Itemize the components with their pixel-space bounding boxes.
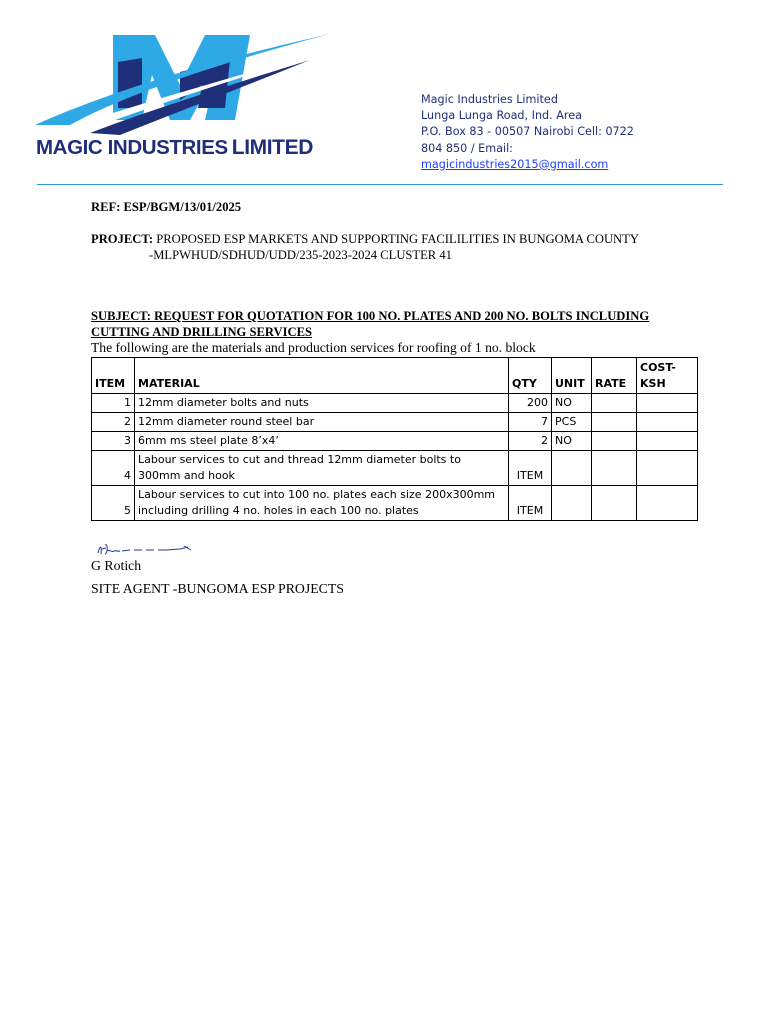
row-qty: ITEM	[509, 451, 552, 486]
company-phone: 804 850 / Email:	[421, 141, 513, 155]
row-material	[135, 451, 509, 486]
logo-suffix: LIMITED	[231, 136, 313, 159]
header-cost	[637, 358, 698, 394]
header-material: MATERIAL	[135, 358, 509, 394]
subject-line: SUBJECT: REQUEST FOR QUOTATION FOR 100 NO. PLATES AND 200 NO. BOLTS INCLUDING CUTTING AND DRILLING SERVICES	[91, 309, 650, 339]
row-rate	[592, 432, 637, 451]
logo-name: MAGIC INDUSTRIES	[36, 136, 228, 159]
company-address: Lunga Lunga Road, Ind. Area	[421, 109, 582, 123]
row-rate	[592, 394, 637, 413]
row-unit: NO	[552, 432, 592, 451]
row-qty: 200	[509, 394, 552, 413]
row-material-line1: Labour services to cut into 100 no. plates each size 200x300mm	[138, 488, 496, 501]
header-rate: RATE	[592, 358, 637, 394]
project-label: PROJECT:	[91, 232, 154, 246]
row-item: 3	[92, 432, 135, 451]
row-cost	[637, 394, 698, 413]
row-item: 4	[92, 451, 135, 486]
header-item: ITEM	[92, 358, 135, 394]
row-qty: 7	[509, 413, 552, 432]
header-cost-line2: KSH	[640, 377, 666, 390]
table-row	[92, 486, 698, 521]
row-unit	[552, 486, 592, 521]
signatory-title: SITE AGENT -BUNGOMA ESP PROJECTS	[91, 581, 344, 596]
row-unit	[552, 451, 592, 486]
row-material: 6mm ms steel plate 8’x4’	[135, 432, 509, 451]
row-unit: PCS	[552, 413, 592, 432]
reference-number: REF: ESP/BGM/13/01/2025	[91, 200, 242, 214]
project-line2: -MLPWHUD/SDHUD/UDD/235-2023-2024 CLUSTER 41	[149, 248, 452, 262]
company-email-link[interactable]: magicindustries2015@gmail.com	[421, 157, 609, 171]
row-cost	[637, 486, 698, 521]
table-row	[92, 451, 698, 486]
row-cost	[637, 432, 698, 451]
table-row	[92, 432, 698, 451]
row-material: 12mm diameter bolts and nuts	[135, 394, 509, 413]
row-material	[135, 486, 509, 521]
row-material: 12mm diameter round steel bar	[135, 413, 509, 432]
table-row	[92, 413, 698, 432]
row-rate	[592, 451, 637, 486]
row-cost	[637, 451, 698, 486]
table-row	[92, 394, 698, 413]
project-line1: PROPOSED ESP MARKETS AND SUPPORTING FACILILITIES IN BUNGOMA COUNTY	[153, 232, 639, 246]
logo-wordmark	[36, 136, 313, 160]
row-item: 5	[92, 486, 135, 521]
table-header-row	[92, 358, 698, 394]
header-unit: UNIT	[552, 358, 592, 394]
header-qty: QTY	[509, 358, 552, 394]
project-block	[91, 231, 639, 263]
materials-table	[91, 357, 698, 521]
row-unit: NO	[552, 394, 592, 413]
row-qty: ITEM	[509, 486, 552, 521]
row-material-line2: 300mm and hook	[138, 469, 235, 482]
row-rate	[592, 413, 637, 432]
company-name: Magic Industries Limited	[421, 93, 558, 106]
row-material-line2: including drilling 4 no. holes in each 100 no. plates	[138, 504, 419, 517]
signatory-name: G Rotich	[91, 558, 142, 573]
row-cost	[637, 413, 698, 432]
company-contact-block	[421, 92, 634, 173]
row-item: 1	[92, 394, 135, 413]
header-cost-line1: COST-	[640, 361, 676, 374]
row-item: 2	[92, 413, 135, 432]
row-qty: 2	[509, 432, 552, 451]
row-material-line1: Labour services to cut and thread 12mm diameter bolts to	[138, 453, 461, 466]
company-po-box: P.O. Box 83 - 00507 Nairobi Cell: 0722	[421, 125, 634, 139]
row-rate	[592, 486, 637, 521]
header-divider	[37, 184, 723, 185]
intro-text: The following are the materials and production services for roofing of 1 no. block	[91, 340, 536, 355]
